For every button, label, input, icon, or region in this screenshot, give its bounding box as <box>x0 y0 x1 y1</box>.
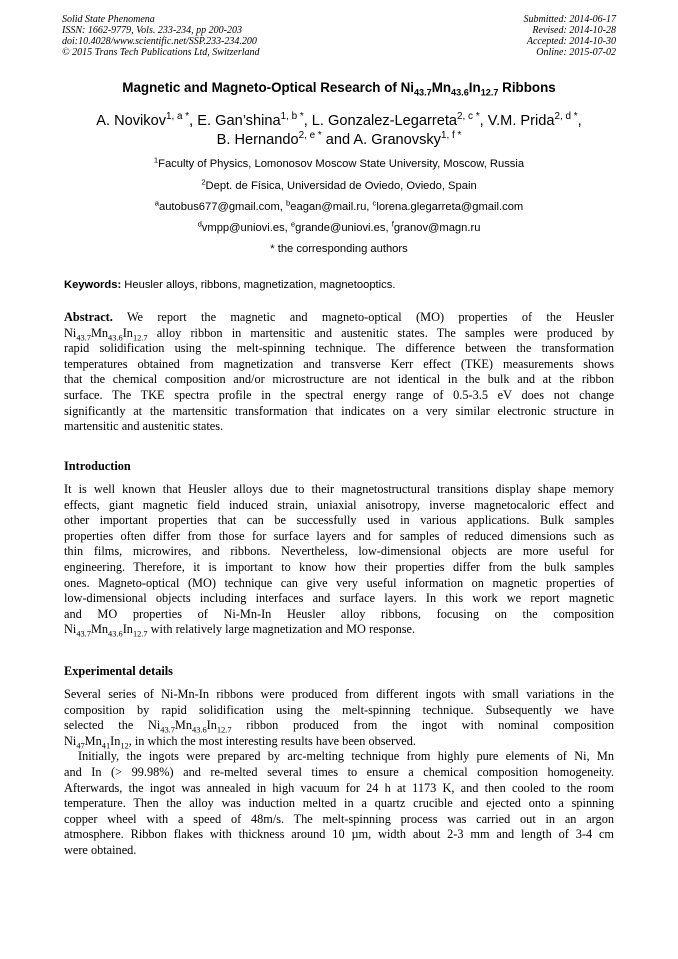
abstract-line: significantly at the martensitic transformation that indicates on a very similar electronic structure in <box>64 403 614 418</box>
body-line <box>64 622 614 638</box>
abstract-line: rapid solidification using the melt-spinning technique. The difference between the transformation <box>64 341 614 356</box>
body-line: properties often differ from those for surface layers and for samples of reduced dimensions such as <box>64 528 614 543</box>
issn-line: ISSN: 1662-9779, Vols. 233-234, pp 200-203 <box>62 25 242 36</box>
doi-line: doi:10.4028/www.scientific.net/SSP.233-234.200 <box>62 36 257 47</box>
publication-info <box>62 14 260 58</box>
body-line: effects, giant magnetic field induced strain, uniaxial anisotropy, inverse magnetocaloric effect and <box>64 497 614 512</box>
copyright-line: © 2015 Trans Tech Publications Ltd, Switzerland <box>62 47 260 58</box>
abstract-line: surface. The TKE spectra profile in the spectral energy range of 0.5-3.5 eV does not change <box>64 387 614 402</box>
author-name: , E. Gan’shina <box>189 113 281 129</box>
body-text: Mn <box>84 733 102 748</box>
title-text: Magnetic and Magneto-Optical Research of Ni <box>122 80 414 95</box>
body-text: Mn <box>90 622 109 637</box>
email-address: eagan@mail.ru, <box>290 201 373 213</box>
author-line-2 <box>40 131 638 150</box>
body-text: Ni <box>64 622 77 637</box>
body-line: temperature. Then the alloy was induction melted in a quartz crucible and ejected onto a spinning <box>64 796 614 811</box>
body-line: low-dimensional objects including interfaces and surface layers. In this work we report magnetic <box>64 591 614 606</box>
formula-subscript: 12 <box>120 741 129 751</box>
abstract-line: that the chemical composition and/or microstructure are not identical in the bulk and at the ribbon <box>64 372 614 387</box>
body-line: Several series of Ni-Mn-In ribbons were produced from different ingots with small variations in the <box>64 687 614 701</box>
affiliation-2 <box>40 179 638 193</box>
formula-subscript: 12.7 <box>132 629 148 639</box>
introduction-paragraph <box>64 482 614 638</box>
experimental-heading: Experimental details <box>64 664 173 678</box>
accepted-date: Accepted: 2014-10-30 <box>526 36 616 47</box>
abstract-label: Abstract. <box>64 310 113 324</box>
body-text: In <box>206 718 217 733</box>
author-marker: 2, e * <box>298 130 322 142</box>
affiliation-marker: 1 <box>153 155 159 165</box>
email-marker: b <box>286 198 291 208</box>
body-text: Ni <box>64 733 77 748</box>
formula-subscript: 12.7 <box>216 725 232 735</box>
body-line: atmosphere. Ribbon flakes with thickness around 10 µm, width about 2-3 mm and length of 3-4 cm <box>64 827 614 842</box>
author-list <box>40 112 638 150</box>
author-marker: 1, f * <box>440 130 462 142</box>
author-name: A. Novikov <box>96 113 167 129</box>
journal-name: Solid State Phenomena <box>62 14 155 25</box>
email-address: granov@magn.ru <box>393 222 481 234</box>
revised-date: Revised: 2014-10-28 <box>532 25 616 36</box>
keywords-text: Heusler alloys, ribbons, magnetization, magnetooptics. <box>121 279 396 291</box>
affiliation-text: Dept. de Física, Universidad de Oviedo, Oviedo, Spain <box>205 180 477 192</box>
abstract-text: We report the magnetic and magneto-optical (MO) properties of the Heusler <box>112 310 614 324</box>
abstract-line: temperatures obtained from magnetization and transverse Kerr effect (TKE) measurements shows <box>64 356 614 371</box>
body-line: Initially, the ingots were prepared by arc-melting technique from highly pure elements of Ni, Mn <box>78 749 614 764</box>
formula-subscript: 43.7 <box>160 725 175 735</box>
body-text: Mn <box>174 718 193 733</box>
body-line: engineering. Therefore, it is important to know how their properties differ from the bulk samples <box>64 559 614 574</box>
abstract-text: Mn <box>90 325 109 340</box>
keywords-label: Keywords: <box>64 279 122 291</box>
body-line: were obtained. <box>64 842 137 857</box>
title-text: In <box>468 80 481 95</box>
abstract-line <box>64 326 614 342</box>
formula-subscript: 43.6 <box>108 333 123 343</box>
email-marker: a <box>154 198 159 208</box>
formula-subscript: 43.7 <box>76 629 91 639</box>
formula-subscript: 43.6 <box>192 725 207 735</box>
affiliation-text: Faculty of Physics, Lomonosov Moscow State University, Moscow, Russia <box>158 158 525 170</box>
formula-subscript: 47 <box>76 741 85 751</box>
email-address: autobus677@gmail.com, <box>158 201 287 213</box>
email-address: lorena.glegarreta@gmail.com <box>376 201 524 213</box>
author-name: and A. Granovsky <box>321 132 441 148</box>
online-date: Online: 2015-07-02 <box>536 47 616 58</box>
corresponding-note: * the corresponding authors <box>270 243 408 255</box>
author-marker: 2, c * <box>457 111 480 123</box>
abstract-text: Ni <box>64 325 77 340</box>
abstract-line <box>64 310 614 326</box>
abstract-text: In <box>122 325 133 340</box>
author-marker: 1, b * <box>280 111 304 123</box>
body-text: with relatively large magnetization and MO response. <box>147 622 416 637</box>
title-subscript: 43.7 <box>413 87 432 98</box>
affiliation-1 <box>40 157 638 171</box>
body-line: other important properties that can be successfully used in various applications. Bulk samples <box>64 513 614 528</box>
author-name: , V.M. Prida <box>479 113 555 129</box>
email-line-2 <box>40 221 638 235</box>
body-line: ones. Magneto-optical (MO) technique can give very useful information on magnetic properties of <box>64 575 614 590</box>
body-text: In <box>110 733 121 748</box>
abstract-text: alloy ribbon in martensitic and austenitic states. The samples were produced by <box>147 325 614 340</box>
author-line-1 <box>40 112 638 131</box>
body-line <box>64 734 614 750</box>
author-name: , L. Gonzalez-Legarreta <box>303 113 458 129</box>
abstract <box>64 310 614 435</box>
body-text: In <box>122 622 133 637</box>
title-text: Ribbons <box>498 80 556 95</box>
abstract-line: martensitic and austenitic states. <box>64 419 224 434</box>
experimental-paragraph <box>64 687 614 859</box>
body-text: , in which the most interesting results have been observed. <box>128 733 416 748</box>
author-name: B. Hernando <box>216 132 299 148</box>
publication-dates <box>524 14 617 58</box>
email-line-1 <box>40 200 638 214</box>
title-text: Mn <box>431 80 452 95</box>
author-marker: 2, d * <box>554 111 578 123</box>
affiliation-marker: 2 <box>201 177 206 187</box>
author-marker: 1, a * <box>166 111 190 123</box>
formula-subscript: 41 <box>101 741 111 751</box>
body-line: composition by rapid solidification using the melt-spinning technique. Subsequently we have <box>64 702 614 717</box>
email-marker: e <box>290 219 296 229</box>
formula-subscript: 12.7 <box>132 333 148 343</box>
formula-subscript: 43.7 <box>76 333 91 343</box>
email-address: vmpp@uniovi.es, <box>201 222 291 234</box>
email-address: grande@uniovi.es, <box>295 222 392 234</box>
paper-title <box>40 80 638 96</box>
keywords <box>64 278 616 292</box>
email-marker: f <box>391 219 394 229</box>
title-subscript: 43.6 <box>451 87 469 98</box>
body-line: and In (> 99.98%) and re-melted several times to ensure a chemical composition homogeneity. <box>64 764 614 779</box>
email-marker: d <box>197 219 202 229</box>
title-subscript: 12.7 <box>480 87 499 98</box>
author-separator: , <box>577 113 582 129</box>
body-text: ribbon produced from the ingot with nominal composition <box>231 718 614 733</box>
submitted-date: Submitted: 2014-06-17 <box>523 14 616 25</box>
body-line: thin films, microwires, and ribbons. Nevertheless, low-dimensional objects are more useful for <box>64 544 614 559</box>
body-line: and MO properties of Ni-Mn-In Heusler alloy ribbons, focusing on the composition <box>64 606 614 621</box>
body-line: It is well known that Heusler alloys due to their magnetostructural transitions display shape memory <box>64 482 614 496</box>
email-marker: c <box>372 198 377 208</box>
formula-subscript: 43.6 <box>108 629 123 639</box>
body-text: selected the Ni <box>64 718 161 733</box>
body-line <box>64 718 614 734</box>
body-line: copper wheel with a speed of 48m/s. The melt-spinning process was carried out in an argon <box>64 811 614 826</box>
body-line: Afterwards, the ingot was annealed in high vacuum for 24 h at 1173 K, and then cooled to the room <box>64 780 614 795</box>
introduction-heading: Introduction <box>64 459 131 473</box>
